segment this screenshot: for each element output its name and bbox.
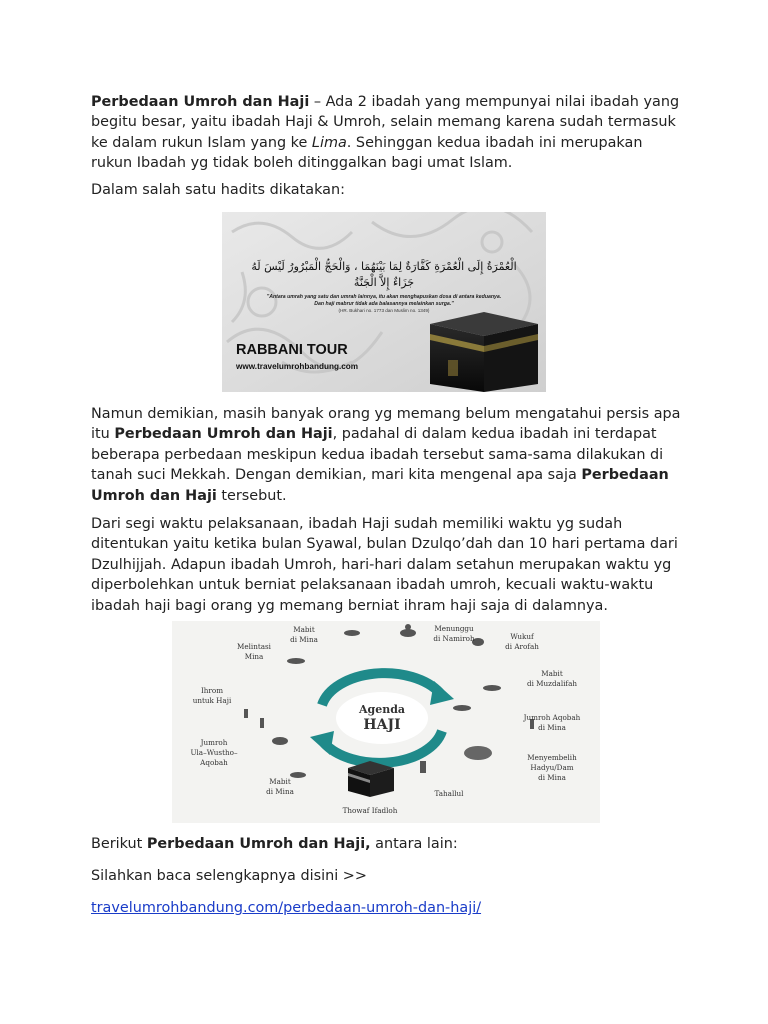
read-more-text: Silahkan baca selengkapnya disini >> [91, 868, 367, 884]
step-label: Aqobah [200, 758, 228, 767]
para2-bold-1: Perbedaan Umroh dan Haji [114, 426, 333, 443]
step-label: Ihrom [200, 686, 224, 695]
step-label: Tahallul [434, 789, 464, 798]
center-label-1: Agenda [358, 703, 406, 716]
step-label: di Muzdalifah [526, 679, 578, 688]
arabic-line-1: الْعُمْرَةُ إِلَى الْعُمْرَةِ كَفَّارَةٌ لِمَا بَيْنَهُمَا ، وَالْحَجُّ الْمَبْرُورُ لَيْسَ لَهُ [251, 260, 517, 273]
hadith-source: (HR. Bukhari no. 1773 dan Muslim no. 1349) [338, 308, 430, 313]
step-label: Mina [244, 652, 264, 661]
step-label: Melintasi [236, 642, 272, 651]
step-label: di Mina [290, 635, 318, 644]
intro-paragraph [91, 92, 681, 174]
intro-italic: Lima [311, 134, 347, 151]
step-label: Mabit [269, 777, 291, 786]
banner-brand: RABBANI TOUR [236, 342, 348, 358]
kaaba-icon [430, 312, 538, 392]
step-label: Menunggu [434, 624, 474, 633]
para2-bold-2: Perbedaan Umroh dan Haji [91, 467, 669, 504]
banner-url: www.travelumrohbandung.com [236, 362, 359, 371]
intro-text-b: . Sehinggan kedua ibadah ini merupakan rukun Ibadah yg tidak boleh ditinggalkan bagi umat Islam. [91, 134, 643, 172]
step-label: di Mina [266, 787, 294, 796]
para2-text-2: , padahal di dalam kedua ibadah ini terdapat beberapa perbedaan meskipun kedua ibadah tersebut sama-sama dilakukan di tanah suci Mekkah. Dengan demikian, mari kita mengenal apa saja [91, 426, 664, 484]
step-label: di Namiroh [433, 634, 475, 643]
step-label: Thowaf Ifadloh [342, 806, 398, 815]
list-intro-text-2: antara lain: [370, 836, 458, 852]
step-label: untuk Haji [192, 696, 232, 705]
arabic-line-2: جَزَاءٌ إِلاَّ الْجَنَّةُ [353, 276, 415, 289]
agenda-haji-diagram [172, 621, 600, 823]
list-intro-text-1: Berikut [91, 836, 147, 852]
article-link-line [91, 898, 481, 918]
hadith-intro: Dalam salah satu hadits dikatakan: [91, 182, 345, 198]
agenda-haji-graphic [172, 621, 600, 823]
step-label: di Arofah [505, 642, 539, 651]
paragraph-3: Dari segi waktu pelaksanaan, ibadah Haji sudah memiliki waktu yg sudah ditentukan yaitu ketika bulan Syawal, bulan Dzulqo’dah dan 10 hari pertama dari Dzulhijjah. Adapun ibadah Umroh, hari-hari dalam setahun merupakan waktu yg diperbolehkan untuk berniat pelaksanaan ibadah umroh, kecuali waktu-waktu ibadah haji bagi orang yg memang berniat ihram haji saja di dalamnya. [91, 516, 678, 614]
hadith-banner-image [222, 212, 546, 392]
step-label: Hadyu/Dam [530, 763, 574, 772]
step-label: Jumroh [200, 738, 228, 747]
step-label: Mabit [541, 669, 563, 678]
step-label: Jumroh Aqobah [523, 713, 581, 722]
center-label-2: HAJI [363, 717, 401, 733]
article-link[interactable]: travelumrohbandung.com/perbedaan-umroh-dan-haji/ [91, 900, 482, 916]
intro-bold-title: Perbedaan Umroh dan Haji [91, 94, 310, 110]
list-intro-bold: Perbedaan Umroh dan Haji, [146, 836, 371, 852]
hadith-banner-graphic [222, 212, 546, 392]
translation-line-1: "Antara umrah yang satu dan umrah lainnya, itu akan menghapuskan dosa di antara keduanya. [266, 294, 502, 300]
step-label: di Mina [538, 773, 566, 782]
intro-text-a: – Ada 2 ibadah yang mempunyai nilai ibadah yang begitu besar, yaitu ibadah Haji & Umroh, selain memang karena sudah termasuk ke dalam rukun Islam yang ke [91, 94, 680, 151]
para2-text-3: tersebut. [216, 487, 287, 504]
step-label: Ula–Wustho– [190, 748, 238, 757]
para2-text-1: Namun demikian, masih banyak orang yg memang belum mengatahui persis apa itu [91, 406, 681, 443]
step-label: di Mina [538, 723, 566, 732]
step-label: Wukuf [510, 632, 534, 641]
paragraph-2 [91, 404, 681, 506]
translation-line-2: Dan haji mabrur tidak ada balasannya melainkan surga." [314, 301, 454, 307]
kaaba-small-icon [348, 761, 394, 797]
step-label: Menyembelih [527, 753, 577, 762]
step-label: Mabit [293, 625, 315, 634]
list-intro [91, 834, 458, 854]
